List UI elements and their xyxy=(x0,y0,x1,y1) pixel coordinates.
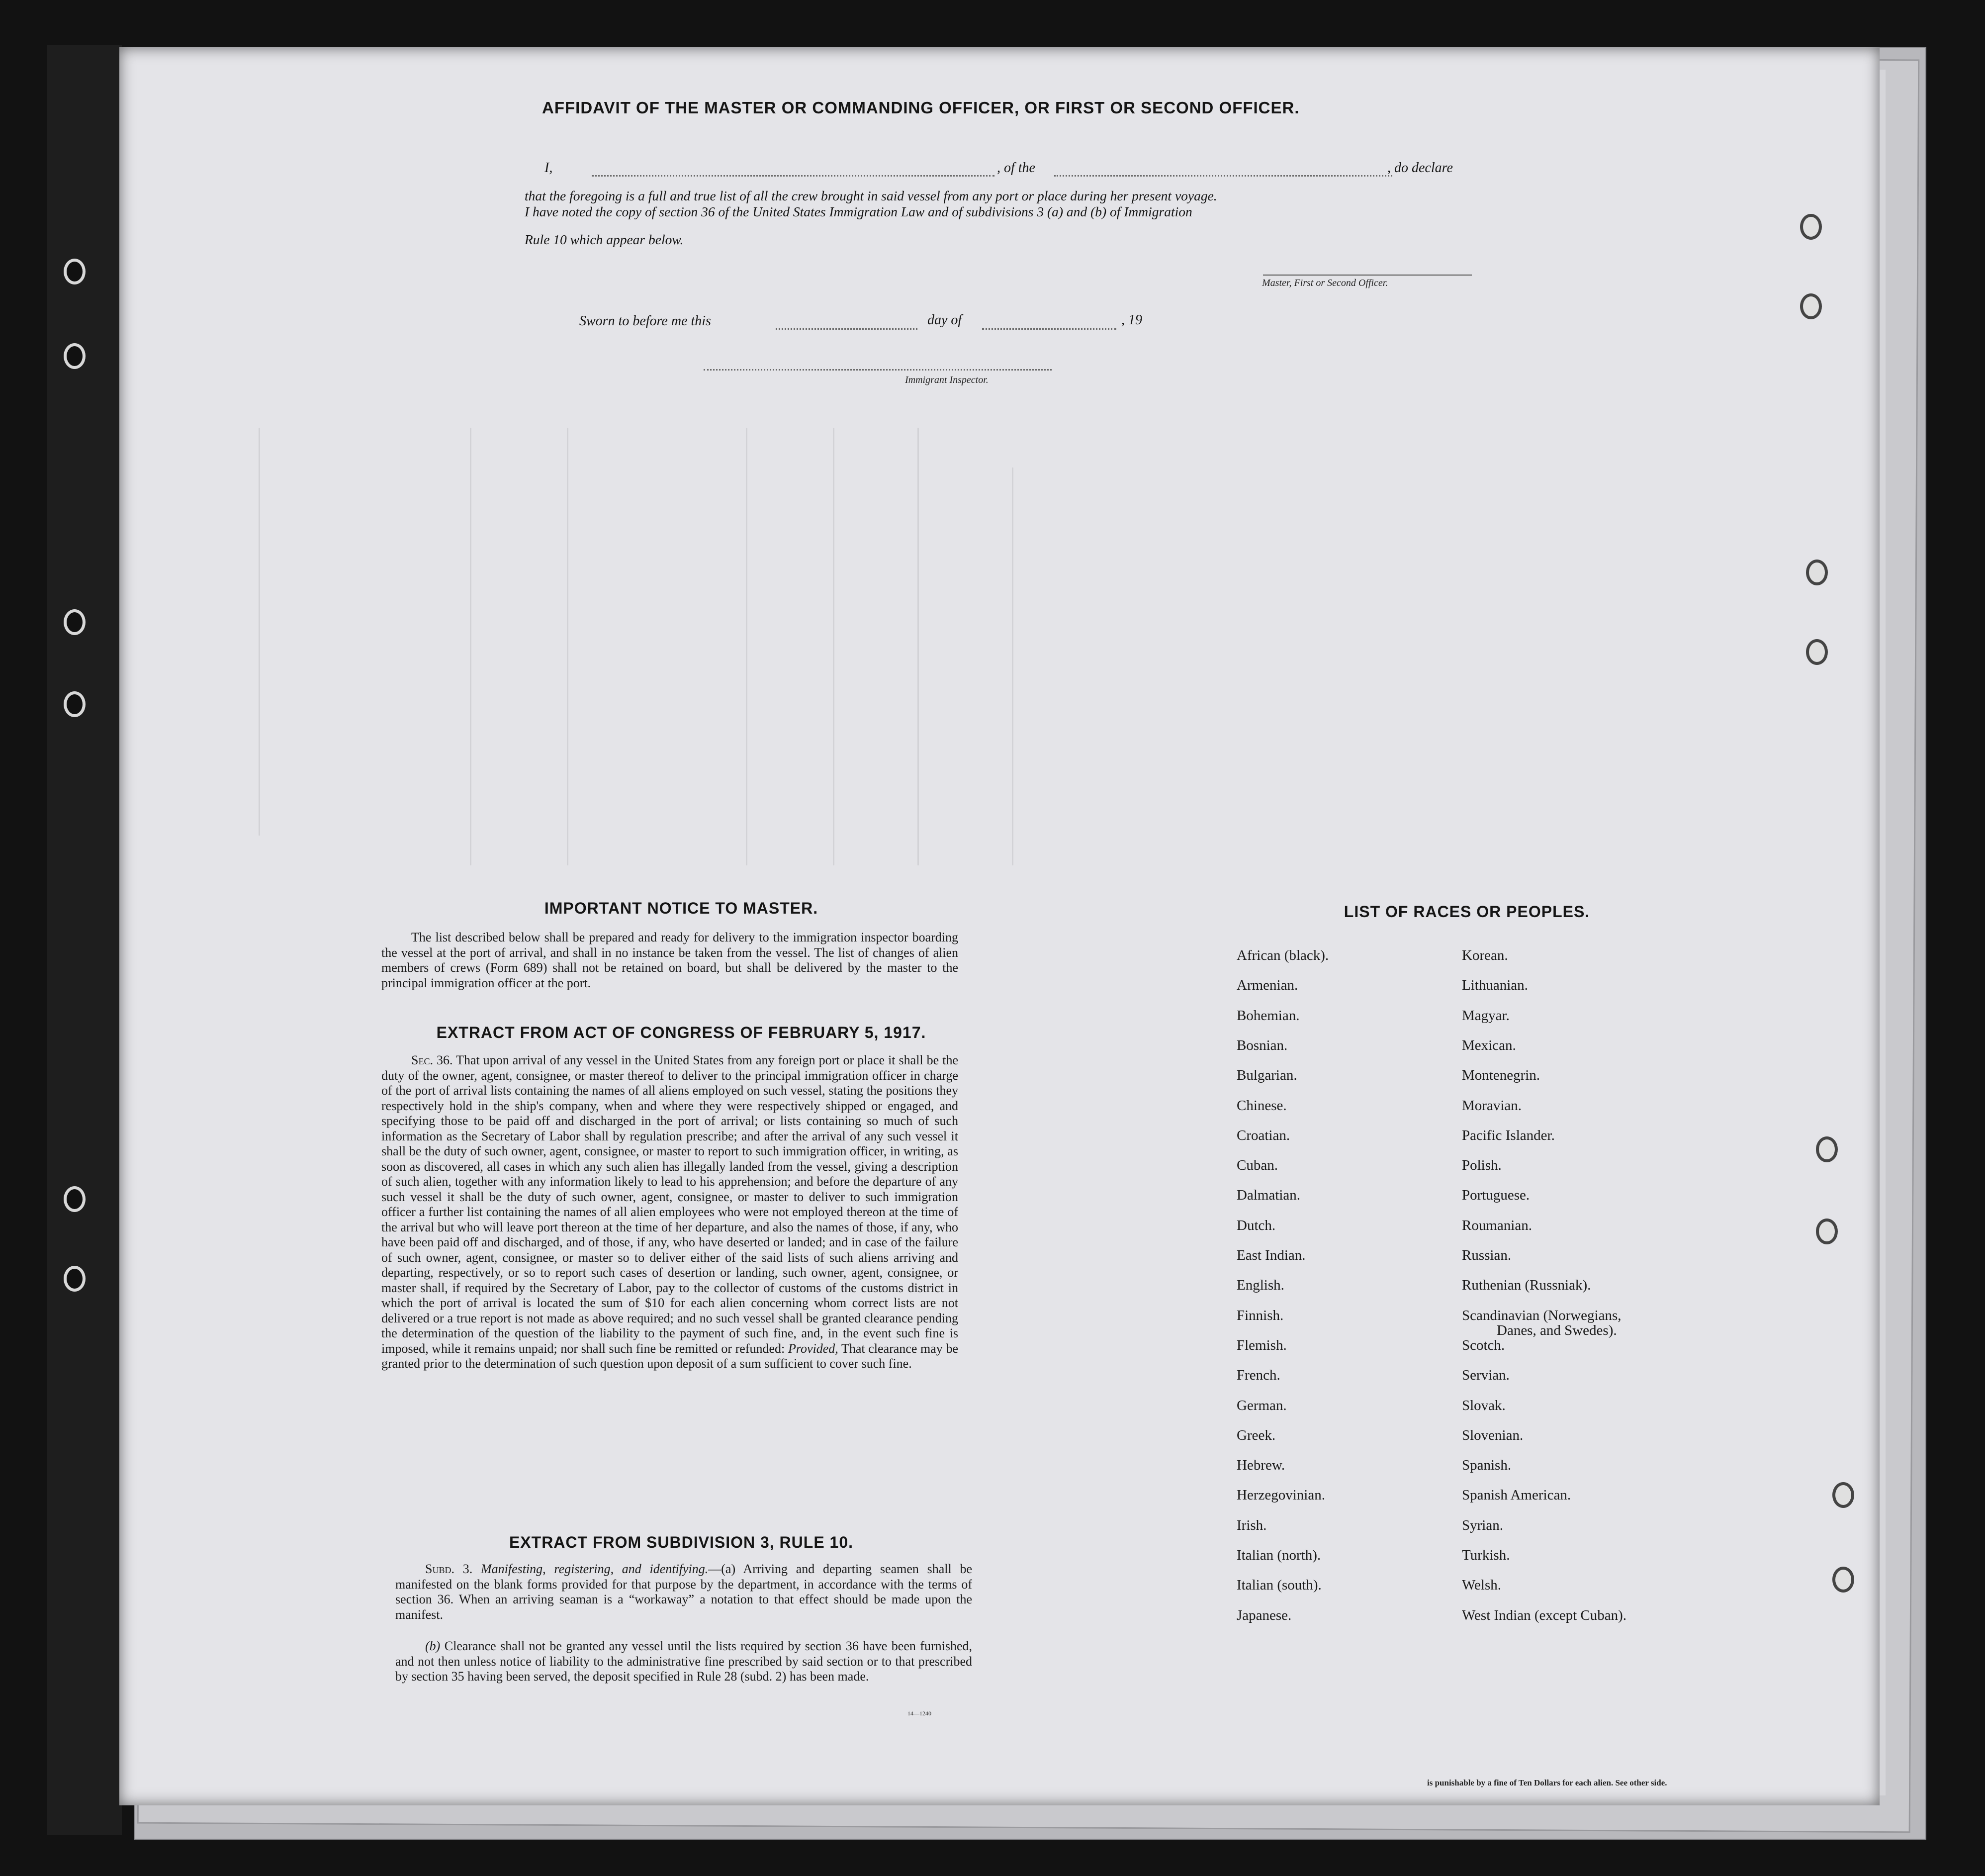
bleed-through-rule xyxy=(746,428,747,865)
race-item: Flemish. xyxy=(1237,1337,1287,1353)
name-blank[interactable] xyxy=(592,175,994,177)
race-item: Greek. xyxy=(1237,1427,1276,1443)
race-item: French. xyxy=(1237,1367,1280,1384)
race-item: Mexican. xyxy=(1462,1037,1516,1053)
bleed-through-rule xyxy=(1012,468,1013,865)
act-section-36 xyxy=(381,1053,958,1372)
race-item: Irish. xyxy=(1237,1517,1267,1533)
rule-subdivision-b xyxy=(395,1639,972,1685)
race-item: Chinese. xyxy=(1237,1097,1287,1114)
affidavit-i: I, xyxy=(544,160,553,176)
binder-hole-icon xyxy=(64,343,86,369)
affidavit-line-3: I have noted the copy of section 36 of the United States Immigration Law and of subdivisions 3 (a) and (b) of Immigration xyxy=(525,204,1192,219)
race-item: Cuban. xyxy=(1237,1157,1278,1174)
binder-hole-icon xyxy=(64,1186,86,1212)
sworn-month-blank[interactable] xyxy=(982,328,1116,330)
affidavit-title: AFFIDAVIT OF THE MASTER OR COMMANDING OFFICER, OR FIRST OR SECOND OFFICER. xyxy=(542,98,1300,117)
affidavit-do-declare: , do declare xyxy=(1387,160,1453,176)
race-item: Scandinavian (Norwegians, xyxy=(1462,1307,1622,1323)
binder-hole-icon xyxy=(1806,639,1828,665)
rule-para-b: Clearance shall not be granted any vessel until the lists required by section 36 have been furnished, and not then unless notice of liability to the administrative fine prescribed by said section or to that prescribed by section 35 having been served, the deposit specified in Rule 28 (subd. 2) has been made. xyxy=(395,1639,972,1684)
bleed-through-rule xyxy=(917,428,919,865)
year-prefix: , 19 xyxy=(1121,312,1142,328)
race-item: Slovenian. xyxy=(1462,1427,1524,1443)
bleed-through-rule xyxy=(259,428,260,836)
race-item: Scotch. xyxy=(1462,1337,1505,1353)
rule-heading: EXTRACT FROM SUBDIVISION 3, RULE 10. xyxy=(509,1533,854,1551)
race-item: Japanese. xyxy=(1237,1607,1292,1623)
binder-hole-icon xyxy=(1832,1567,1854,1593)
affidavit-line-2: that the foregoing is a full and true list of all the crew brought in said vessel from any port or place during her present voyage. xyxy=(525,188,1217,203)
race-item: Bosnian. xyxy=(1237,1037,1288,1053)
binder-hole-icon xyxy=(64,1266,86,1292)
affidavit-line-4: Rule 10 which appear below. xyxy=(525,232,684,247)
race-item: Dalmatian. xyxy=(1237,1187,1301,1204)
rule-subd-title: Manifesting, registering, and identifying. xyxy=(480,1562,709,1576)
race-item: Spanish. xyxy=(1462,1457,1512,1474)
binder-hole-icon xyxy=(1800,293,1822,319)
race-item: German. xyxy=(1237,1397,1287,1413)
race-item: Italian (north). xyxy=(1237,1547,1321,1563)
master-signature-label: Master, First or Second Officer. xyxy=(1262,278,1388,288)
act-section-label: Sec. 36. xyxy=(411,1053,453,1067)
race-item: Lithuanian. xyxy=(1462,977,1528,994)
race-item: Roumanian. xyxy=(1462,1217,1532,1233)
act-section-text-end: That clearance may be granted prior to the determination of such question upon deposit of a sum sufficient to cover such fine. xyxy=(381,1341,959,1371)
binder-hole-icon xyxy=(1816,1219,1838,1244)
race-item: African (black). xyxy=(1237,947,1329,963)
notice-heading: IMPORTANT NOTICE TO MASTER. xyxy=(544,899,818,917)
form-number: 14—1240 xyxy=(907,1710,931,1717)
race-item: Montenegrin. xyxy=(1462,1067,1540,1084)
binder-hole-icon xyxy=(64,609,86,635)
races-heading: LIST OF RACES OR PEOPLES. xyxy=(1344,903,1590,921)
race-item: Turkish. xyxy=(1462,1547,1510,1563)
race-item: Finnish. xyxy=(1237,1307,1284,1323)
race-item: Slovak. xyxy=(1462,1397,1506,1413)
binder-hole-icon xyxy=(1806,560,1828,585)
bleed-through-rule xyxy=(567,428,568,865)
footer-note: is punishable by a fine of Ten Dollars for each alien. See other side. xyxy=(1427,1778,1667,1787)
day-of-text: day of xyxy=(927,312,962,328)
race-item: Dutch. xyxy=(1237,1217,1276,1233)
notice-paragraph: The list described below shall be prepared and ready for delivery to the immigration inspector boarding the vessel at the port of arrival, and shall in no instance be taken from the vessel. The list of changes of alien members of crews (Form 689) shall not be retained on board, but shall be delivered by the master to the principal immigration officer at the port. xyxy=(381,930,958,990)
race-item: Portuguese. xyxy=(1462,1187,1530,1204)
race-item: English. xyxy=(1237,1277,1284,1294)
rule-para-b-label: (b) xyxy=(425,1639,441,1653)
race-item: Servian. xyxy=(1462,1367,1510,1384)
binder-hole-icon xyxy=(64,259,86,284)
binder-hole-icon xyxy=(64,691,86,717)
inspector-label: Immigrant Inspector. xyxy=(905,375,989,385)
race-item: Hebrew. xyxy=(1237,1457,1285,1474)
binding-edge xyxy=(47,45,122,1835)
race-item: Magyar. xyxy=(1462,1007,1510,1024)
sworn-text: Sworn to before me this xyxy=(579,313,711,329)
binder-hole-icon xyxy=(1800,214,1822,240)
act-heading: EXTRACT FROM ACT OF CONGRESS OF FEBRUARY 5, 1917. xyxy=(436,1024,926,1041)
vessel-blank[interactable] xyxy=(1054,175,1392,177)
act-section-text: That upon arrival of any vessel in the United States from any foreign port or place it shall be the duty of the owner, agent, consignee, or master thereof to deliver to the principal immigration officer in charge of the port of arrival lists containing the names of all aliens employed on such vessel, stating the positions they respectively hold in the ship's company, when and where they were respectively shipped or engaged, and specifying those to be paid off and discharged in the port of arrival; or lists containing so much of such information as the Secretary of Labor shall by regulation prescribe; and after the arrival of any such vessel it shall be the duty of such owner, agent, consignee, or master to report to such immigration officer, in writing, as soon as discovered, all cases in which any such alien has illegally landed from the vessel, giving a description of such alien, together with any information likely to lead to his apprehension; and before the departure of any such vessel it shall be the duty of such owner, agent, consignee, or master to deliver to such immigration officer a further list containing the names of all alien employees who were not employed thereon at the time of the arrival but who will leave port thereon at the time of her departure, and also the names of those, if any, who have been paid off and discharged, and of those, if any, who have deserted or landed; and in case of the failure of such owner, agent, consignee, or master so to deliver either of the said lists of such aliens arriving and departing, respectively, or so to report such cases of desertion or landing, such owner, agent, consignee, or master shall, if required by the Secretary of Labor, pay to the collector of customs of the customs district in which the port of arrival is located the sum of $10 for each alien concerning whom correct lists are not delivered or a true report is not made as above required; and no such vessel shall be granted clearance pending the determination of the question of the liability to the payment of such fine, and, in the event such fine is imposed, while it remains unpaid; nor shall such fine be remitted or refunded: xyxy=(381,1053,959,1356)
race-item: West Indian (except Cuban). xyxy=(1462,1607,1627,1623)
race-item: Danes, and Swedes). xyxy=(1497,1322,1617,1338)
race-item: Russian. xyxy=(1462,1247,1512,1263)
race-item: Italian (south). xyxy=(1237,1577,1322,1594)
race-item: Moravian. xyxy=(1462,1097,1522,1114)
rule-para-a: —(a) Arriving and departing seamen shall be manifested on the blank forms provided for that purpose by the department, in accordance with the terms of section 36. When an arriving seaman is a “workaway” a notation to that effect should be made upon the manifest. xyxy=(395,1562,973,1622)
race-item: Ruthenian (Russniak). xyxy=(1462,1277,1591,1294)
sworn-day-blank[interactable] xyxy=(776,328,917,330)
race-item: Pacific Islander. xyxy=(1462,1127,1555,1143)
race-item: Korean. xyxy=(1462,947,1508,963)
rule-subd-label: Subd. 3. xyxy=(425,1562,473,1576)
race-item: Syrian. xyxy=(1462,1517,1503,1533)
bleed-through-rule xyxy=(470,428,471,865)
race-item: Spanish American. xyxy=(1462,1487,1571,1503)
race-item: Welsh. xyxy=(1462,1577,1502,1594)
master-signature-line[interactable] xyxy=(1263,275,1472,276)
race-item: Polish. xyxy=(1462,1157,1502,1174)
binder-hole-icon xyxy=(1816,1136,1838,1162)
bleed-through-rule xyxy=(833,428,834,865)
race-item: Bulgarian. xyxy=(1237,1067,1297,1084)
race-item: Croatian. xyxy=(1237,1127,1290,1143)
race-item: Bohemian. xyxy=(1237,1007,1300,1024)
race-item: Armenian. xyxy=(1237,977,1298,994)
act-provided-word: Provided, xyxy=(788,1341,838,1356)
race-item: Herzegovinian. xyxy=(1237,1487,1325,1503)
rule-subdivision-a xyxy=(395,1562,972,1622)
affidavit-of-the: , of the xyxy=(997,160,1035,176)
inspector-signature-line[interactable] xyxy=(704,369,1052,371)
binder-hole-icon xyxy=(1832,1482,1854,1508)
race-item: East Indian. xyxy=(1237,1247,1306,1263)
